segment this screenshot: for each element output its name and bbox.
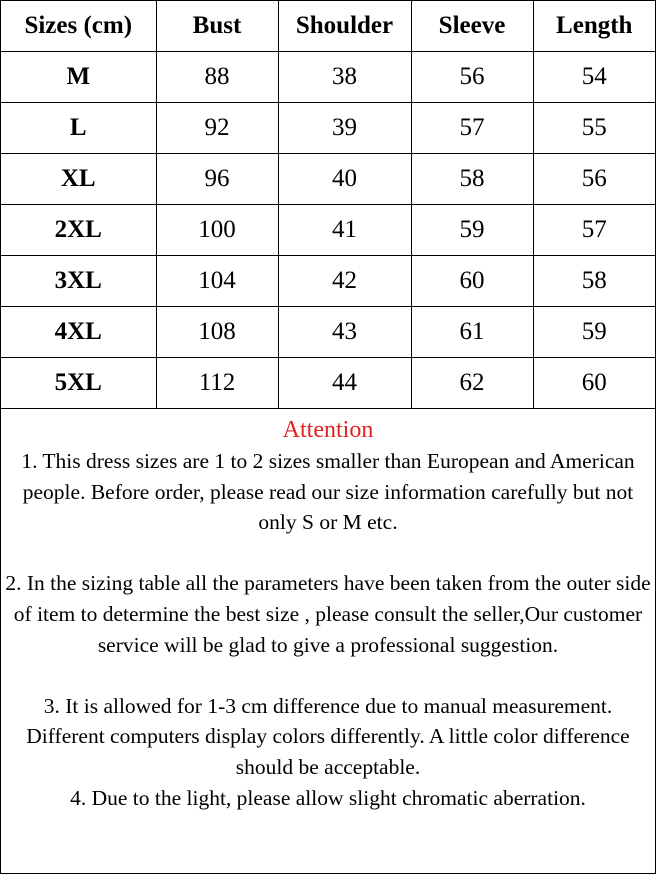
size-label: 5XL (1, 358, 156, 409)
table-row (1, 256, 655, 307)
sleeve-value: 56 (411, 52, 533, 103)
header-shoulder: Shoulder (278, 1, 411, 52)
bust-value: 108 (156, 307, 278, 358)
header-bust: Bust (156, 1, 278, 52)
attention-notes (1, 409, 655, 813)
length-value: 60 (533, 358, 655, 409)
length-value: 58 (533, 256, 655, 307)
length-value: 57 (533, 205, 655, 256)
shoulder-value: 38 (278, 52, 411, 103)
length-value: 56 (533, 154, 655, 205)
size-label: 4XL (1, 307, 156, 358)
table-header-row (1, 1, 655, 52)
attention-title: Attention (282, 417, 374, 443)
note-spacer (5, 660, 651, 691)
table-row (1, 154, 655, 205)
sleeve-value: 60 (411, 256, 533, 307)
table-row (1, 103, 655, 154)
size-label: 3XL (1, 256, 156, 307)
length-value: 54 (533, 52, 655, 103)
shoulder-value: 41 (278, 205, 411, 256)
note-item-4: 4. Due to the light, please allow slight chromatic aberration. (70, 785, 586, 810)
shoulder-value: 42 (278, 256, 411, 307)
table-row (1, 307, 655, 358)
bust-value: 112 (156, 358, 278, 409)
bust-value: 104 (156, 256, 278, 307)
sleeve-value: 61 (411, 307, 533, 358)
table-row (1, 358, 655, 409)
shoulder-value: 40 (278, 154, 411, 205)
header-sizes: Sizes (cm) (1, 1, 156, 52)
sleeve-value: 62 (411, 358, 533, 409)
size-table (1, 1, 655, 409)
length-value: 59 (533, 307, 655, 358)
sleeve-value: 57 (411, 103, 533, 154)
size-label: L (1, 103, 156, 154)
bust-value: 88 (156, 52, 278, 103)
sleeve-value: 59 (411, 205, 533, 256)
bust-value: 96 (156, 154, 278, 205)
note-spacer (5, 538, 651, 569)
shoulder-value: 43 (278, 307, 411, 358)
length-value: 55 (533, 103, 655, 154)
table-row (1, 52, 655, 103)
sleeve-value: 58 (411, 154, 533, 205)
table-row (1, 205, 655, 256)
bust-value: 92 (156, 103, 278, 154)
note-item-2: 2. In the sizing table all the parameters have been taken from the outer side of item to determine the best size , please consult the seller,Our customer service will be glad to give a professional suggestion. (5, 571, 651, 657)
note-item-1: 1. This dress sizes are 1 to 2 sizes smaller than European and American people. Before order, please read our size information carefully but not only S or M etc. (21, 449, 635, 535)
bust-value: 100 (156, 205, 278, 256)
shoulder-value: 39 (278, 103, 411, 154)
header-length: Length (533, 1, 655, 52)
shoulder-value: 44 (278, 358, 411, 409)
size-label: 2XL (1, 205, 156, 256)
size-label: M (1, 52, 156, 103)
note-item-3: 3. It is allowed for 1-3 cm difference due to manual measurement. Different computers display colors differently. A little color difference should be acceptable. (26, 693, 630, 779)
size-label: XL (1, 154, 156, 205)
header-sleeve: Sleeve (411, 1, 533, 52)
